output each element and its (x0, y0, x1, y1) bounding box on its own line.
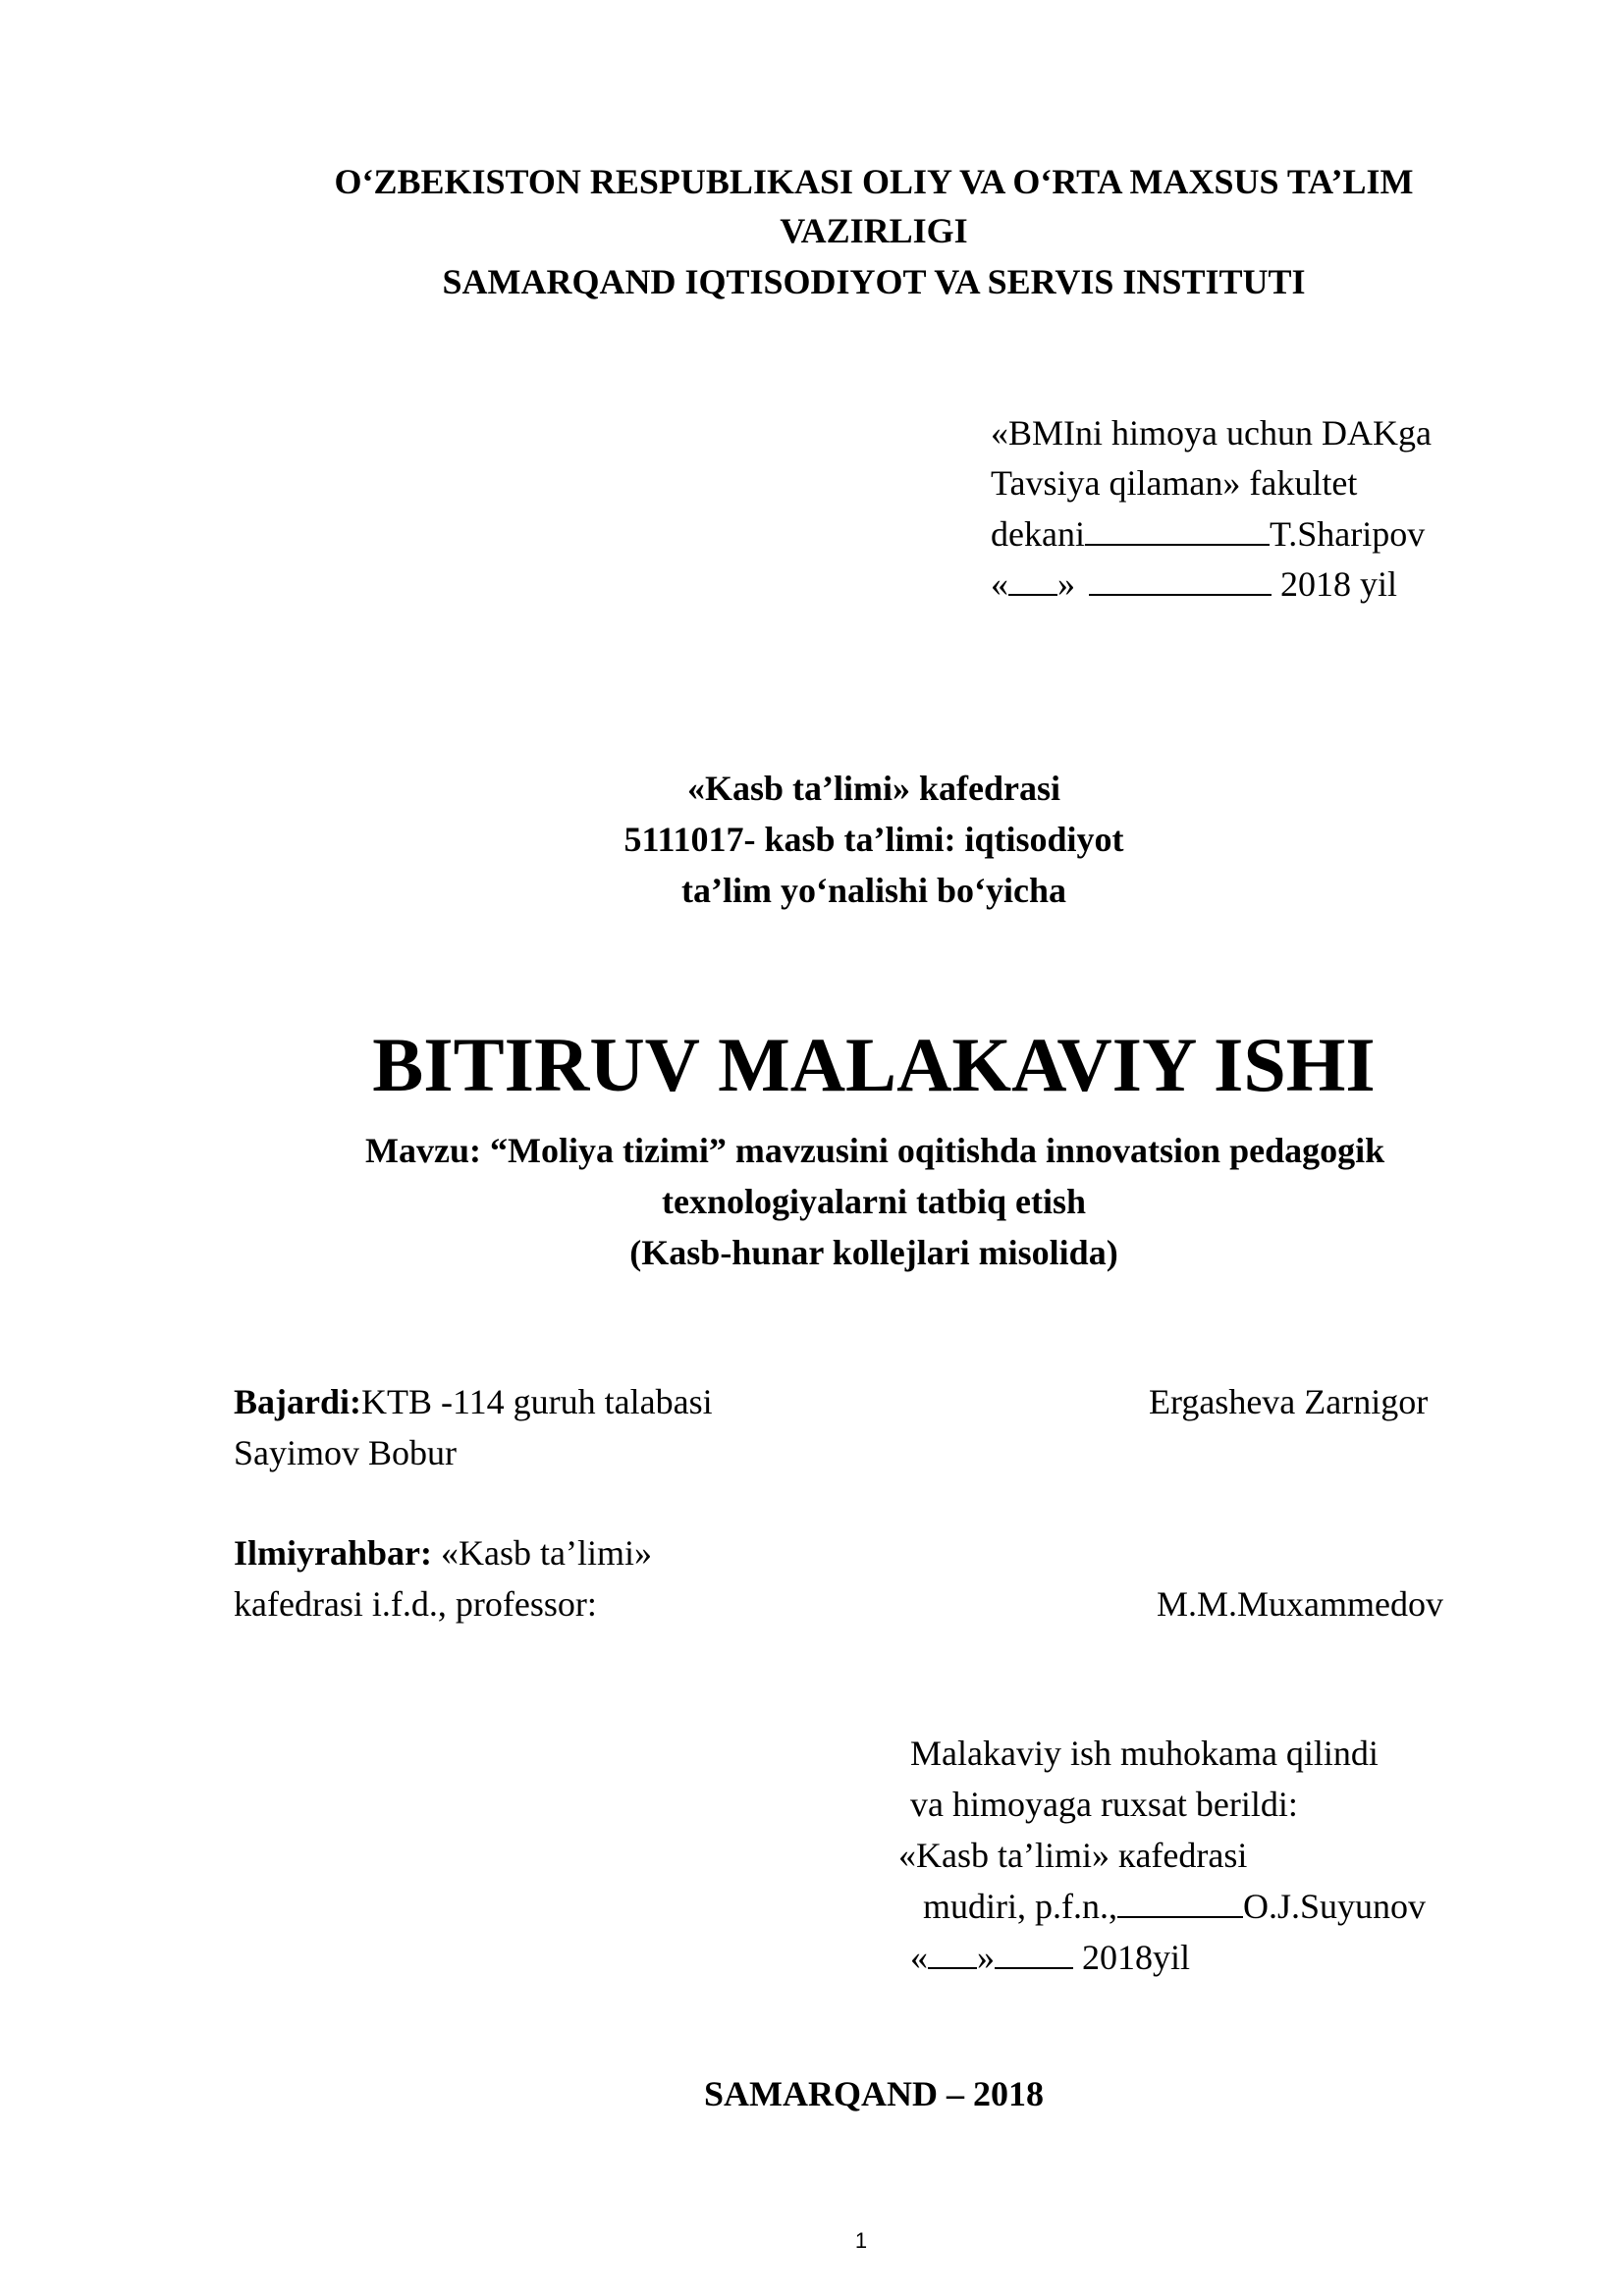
performer-line (234, 1376, 713, 1427)
performer-label: Bajardi: (234, 1382, 361, 1421)
ministry-heading: O‘ZBEKISTON RESPUBLIKASI OLIY VA O‘RTA MAXSUS TA’LIM (334, 162, 1414, 201)
page-number: 1 (854, 2228, 868, 2253)
performer-name-1: Ergasheva Zarnigor (1149, 1382, 1429, 1421)
defense-day-blank (928, 1938, 977, 1969)
defense-quote-close: » (977, 1938, 995, 1977)
specialty-direction: ta’lim yo‘nalishi bo‘yicha (680, 871, 1067, 910)
defense-month-blank (995, 1938, 1073, 1969)
approval-line-3 (991, 509, 1425, 559)
ministry-heading-cont: VAZIRLIGI (780, 211, 968, 250)
defense-line-3: «Kasb ta’limi» кafedrasi (898, 1836, 1248, 1875)
dean-label: dekani (991, 514, 1085, 554)
topic-line-1: Mavzu: “Moliya tizimi” mavzusini oqitishda innovatsion pedagogik (365, 1131, 1385, 1170)
signature-blank (1085, 514, 1270, 546)
topic-line-2: texnologiyalarni tatbiq etish (661, 1182, 1087, 1221)
dean-name: T.Sharipov (1269, 514, 1426, 554)
approval-line-1: «BMIni himoya uchun DAKga (991, 413, 1432, 453)
defense-line-1: Malakaviy ish muhokama qilindi (910, 1734, 1379, 1773)
head-signature-blank (1117, 1887, 1243, 1918)
supervisor-dept: «Kasb ta’limi» (432, 1533, 652, 1573)
quote-close: » (1057, 564, 1075, 604)
approval-line-2: Tavsiya qilaman» fakultet (991, 463, 1358, 503)
head-label: mudiri, p.f.n., (923, 1887, 1117, 1926)
performer-group: KTB -114 guruh talabasi (361, 1382, 713, 1421)
approval-year: 2018 yil (1272, 564, 1398, 604)
department-name: «Kasb ta’limi» kafedrasi (686, 769, 1060, 808)
supervisor-name: M.M.Muxammedov (1157, 1584, 1443, 1624)
quote-open: « (991, 564, 1008, 604)
supervisor-line (234, 1527, 652, 1578)
approval-date-line (991, 560, 1397, 609)
defense-line-4 (923, 1881, 1426, 1932)
institute-heading: SAMARQAND IQTISODIYOT VA SERVIS INSTITUTI (442, 262, 1306, 301)
defense-line-2: va himoyaga ruxsat berildi: (910, 1785, 1298, 1824)
day-blank (1008, 564, 1057, 596)
month-blank (1089, 564, 1272, 596)
defense-year: 2018yil (1073, 1938, 1191, 1977)
defense-quote-open: « (910, 1938, 928, 1977)
topic-line-3: (Kasb-hunar kollejlari misolida) (629, 1233, 1118, 1272)
specialty-code: 5111017- kasb ta’limi: iqtisodiyot (623, 820, 1124, 859)
head-name: O.J.Suyunov (1242, 1887, 1427, 1926)
supervisor-position: kafedrasi i.f.d., professor: (234, 1584, 597, 1624)
document-title: BITIRUV MALAKAVIY ISHI (372, 1022, 1376, 1107)
supervisor-label: Ilmiyrahbar: (234, 1533, 432, 1573)
performer-name-2: Sayimov Bobur (234, 1433, 458, 1472)
defense-date-line (910, 1932, 1190, 1983)
city-year: SAMARQAND – 2018 (704, 2074, 1044, 2113)
